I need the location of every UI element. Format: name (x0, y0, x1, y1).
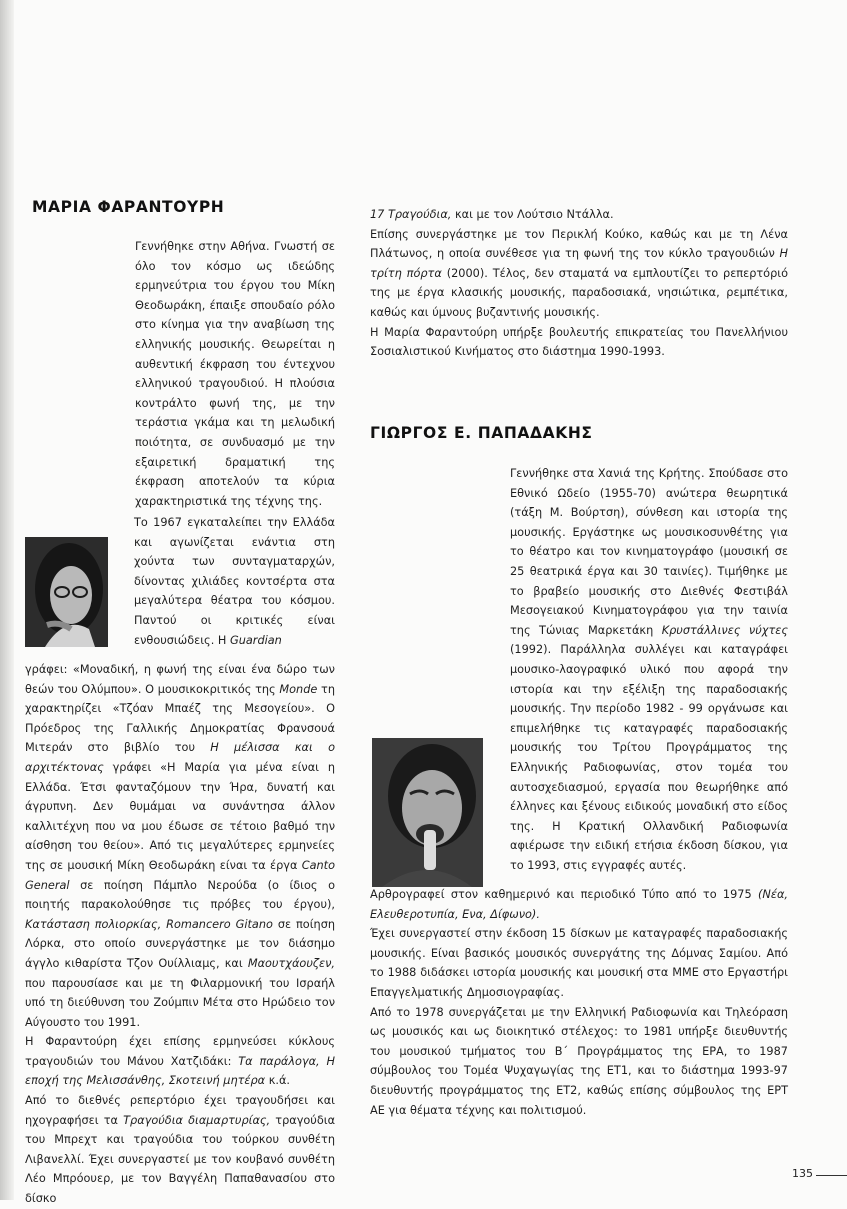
book-title: Η μέλισσα και ο αρχιτέκτονας (25, 741, 335, 774)
farantouri-heading: ΜΑΡΙΑ ΦΑΡΑΝΤΟΥΡΗ (32, 198, 225, 216)
text: σε ποίηση Πάμπλο Νερούδα (ο ίδιος ο ποιητής παρακολούθησε τις πρόβες του έργου), (25, 878, 336, 912)
farantouri-bio-exile-wrap (134, 513, 335, 650)
farantouri-bio-continued (370, 205, 788, 362)
text: (2000). Τέλος, δεν σταματά να εμπλουτίζει το ρεπερτόριό της με έργα κλασικής μουσικής, παραδοσιακά, νησιώτικα, ρεμπέτικα, καθώς και ύμνους βυζαντινής μουσικής. (370, 266, 788, 319)
text: και με τον Λούτσιο Ντάλλα. (454, 208, 614, 221)
paragraph (25, 1032, 335, 1091)
papadakis-bio-column (370, 885, 788, 1120)
text: Η Φαραντούρη έχει επίσης ερμηνεύσει κύκλους τραγουδιών του Μάνου Χατζιδάκι: (25, 1035, 335, 1068)
film-title: Κρυστάλλινες νύχτες (661, 623, 788, 637)
text: γράφει: «Μοναδική, η φωνή της είναι ένα δώρο των θεών του Ολύμπου». Ο μουσικοκριτικός της (25, 663, 335, 696)
paragraph (25, 1091, 335, 1209)
text: Το 1967 εγκαταλείπει την Ελλάδα και αγωνίζεται ενάντια στη χούντα των συνταγματαρχών, δίνοντας χιλιάδες κοντσέρτα στα μεγαλύτερα θέατρα του κόσμου. Παντού οι κριτικές είναι ενθουσιώδεις. Η (134, 516, 335, 647)
page-number: 135 (792, 1167, 813, 1180)
text: σε ποίηση Λόρκα, στο οποίο συνεργάστηκε με τον διάσημο άγγλο κιθαρίστα Τζον Ουίλλιαμς, και (25, 917, 336, 970)
page-number-rule (816, 1175, 847, 1176)
text: Επίσης συνεργάστηκε με τον Περικλή Κούκο, καθώς και με τη Λένα Πλάτωνος, η οποία συνέθεσε για τη φωνή της τον κύκλο τραγουδιών (370, 227, 788, 261)
work-title: Κατάσταση πολιορκίας, Romancero Gitano (25, 917, 273, 931)
papadakis-heading: ΓΙΩΡΓΟΣ Ε. ΠΑΠΑΔΑΚΗΣ (370, 424, 593, 442)
papadakis-portrait (372, 738, 483, 887)
paragraph (510, 464, 788, 875)
work-title: Μαουτχάουζεν, (247, 956, 336, 970)
album-title: 17 Τραγούδια, (370, 208, 452, 221)
work-title: Η τρίτη πόρτα (370, 247, 788, 280)
text: Γεννήθηκε στα Χανιά της Κρήτης. Σπούδασε στο Εθνικό Ωδείο (1955-70) ανώτερα θεωρητικά (τάξη Μ. Βούρτση), σύνθεση και ιστορία της μουσικής. Εργάστηκε ως μουσικοσυνθέτης για το θέατρο και τον κινηματογράφο (μουσική σε 25 θεατρικά έργα και 30 ταινίες). Τιμήθηκε με το βραβείο μουσικής στο Διεθνές Φεστιβάλ Μεσογειακού Κινηματογράφου για την ταινία της Τώνιας Μαρκετάκη (510, 467, 788, 637)
publication-list: (Νέα, Ελευθεροτυπία, Ενα, Δίφωνο). (370, 888, 788, 921)
text: τη χαρακτηρίζει «Τζόαν Μπαέζ της Μεσογείου». Ο Πρόεδρος της Γαλλικής Δημοκρατίας Φρανσουά Μιτεράν στο βιβλίο του (25, 682, 336, 755)
text: γράφει «Η Μαρία για μένα είναι η Ελλάδα. Έτσι φανταζόμουν την Ήρα, δυνατή και άγρυπνη. Δεν θυμάμαι να συνάντησα άλλον καλλιτέχνη που να μου έδωσε σε τέτοιο βαθμό την αίσθηση του θείου». Από τις μεγαλύτερες ερμηνείες της σε μουσική Μίκη Θεοδωράκη είναι τα έργα (25, 760, 335, 872)
newspaper-title: Monde (279, 682, 318, 696)
paragraph: Γεννήθηκε στην Αθήνα. Γνωστή σε όλο τον κόσμο ως ιδεώδης ερμηνεύτρια του έργου του Μίκη Θεοδωράκη, έπαιξε σπουδαίο ρόλο στο κίνημα για την αναβίωση της ελληνικής μουσικής. Θεωρείται η αυθεντική έκφραση του έντεχνου ελληνικού τραγουδιού. Η πλούσια κοντράλτο φωνή της, με την τεράστια γκάμα και τη μελωδική ποιότητα, σε συνδυασμό με την εξαιρετική δραματική της έκφραση αποτελούν τα κύρια χαρακτηριστικά της τέχνης της. (135, 240, 335, 508)
page-spine-shadow (0, 0, 14, 1200)
paragraph (370, 225, 788, 323)
papadakis-bio-intro (510, 464, 788, 875)
paragraph (134, 513, 335, 650)
work-title: Τραγούδια διαμαρτυρίας, (123, 1113, 271, 1127)
newspaper-title: Guardian (229, 633, 282, 647)
work-title: Τα παράλογα, Η εποχή της Μελισσάνθης, Σκοτεινή μητέρα (25, 1054, 335, 1088)
farantouri-bio-column (25, 660, 335, 1209)
paragraph (370, 205, 788, 225)
text: κ.ά. (268, 1074, 291, 1088)
paragraph (25, 660, 335, 1032)
work-title: Canto General (25, 858, 335, 892)
farantouri-bio-intro (135, 237, 335, 511)
paragraph (370, 885, 788, 924)
text: τραγούδια του Μπρεχτ και τραγούδια του τούρκου συνθέτη Λιβανελλί. Έχει συνεργαστεί με τον κουβανό συνθέτη Λέο Μπρόουερ, με τον Βαγγέλη Παπαθανασίου στο δίσκο (25, 1113, 336, 1206)
text: Αρθρογραφεί στον καθημερινό και περιοδικό Τύπο από το 1975 (370, 888, 752, 901)
text: (1992). Παράλληλα συλλέγει και καταγράφει μουσικο-λαογραφικό υλικό που αφορά την ιστορία και την εξέλιξη της παραδοσιακής μουσικής. Την περίοδο 1982 - 99 οργάνωσε και επιμελήθηκε τις καταγραφές παραδοσιακής μουσικής του Τρίτου Προγράμματος της Ελληνικής Ραδιοφωνίας, στον τομέα του αυτοσχεδιασμού, εργασία που θεωρήθηκε από έλληνες και ξένους ειδικούς μοναδική στο είδος της. Η Κρατική Ολλανδική Ραδιοφωνία αφιέρωσε την ειδική ετήσια έκδοση δίσκου, για το 1993, στις εγγραφές αυτές. (510, 643, 788, 872)
paragraph: Από το 1978 συνεργάζεται με την Ελληνική Ραδιοφωνία και Τηλεόραση ως μουσικός και ως διοικητικό στέλεχος: το 1981 υπήρξε διευθυντής του μουσικού τμήματος του Β΄ Προγράμματος της ΕΡΑ, το 1987 σύμβουλος του Τομέα Ψυχαγωγίας της ΕΤ1, και το διάστημα 1993-97 διευθυντής προγράμματος της ΕΤ2, καθώς επίσης σύμβουλος της ΕΡΤ ΑΕ για θέματα τέχνης και πολιτισμού. (370, 1005, 788, 1117)
paragraph: Έχει συνεργαστεί στην έκδοση 15 δίσκων με καταγραφές παραδοσιακής μουσικής. Είναι βασικός μουσικός συνεργάτης της Δόμνας Σαμίου. Από το 1988 διδάσκει ιστορία μουσικής και μουσική στα ΜΜΕ στο Εργαστήρι Επαγγελματικής Δημοσιογραφίας. (370, 927, 788, 999)
text: που παρουσίασε και με τη Φιλαρμονική του Ισραήλ υπό τη διεύθυνση του Ζούμπιν Μέτα στο Ηρώδειο τον Αύγουστο του 1991. (25, 976, 335, 1029)
paragraph: Η Μαρία Φαραντούρη υπήρξε βουλευτής επικρατείας του Πανελλήνιου Σοσιαλιστικού Κινήματος στο διάστημα 1990-1993. (370, 325, 788, 359)
text: Από το διεθνές ρεπερτόριο έχει τραγουδήσει και ηχογραφήσει τα (25, 1094, 335, 1127)
farantouri-portrait (25, 537, 108, 647)
